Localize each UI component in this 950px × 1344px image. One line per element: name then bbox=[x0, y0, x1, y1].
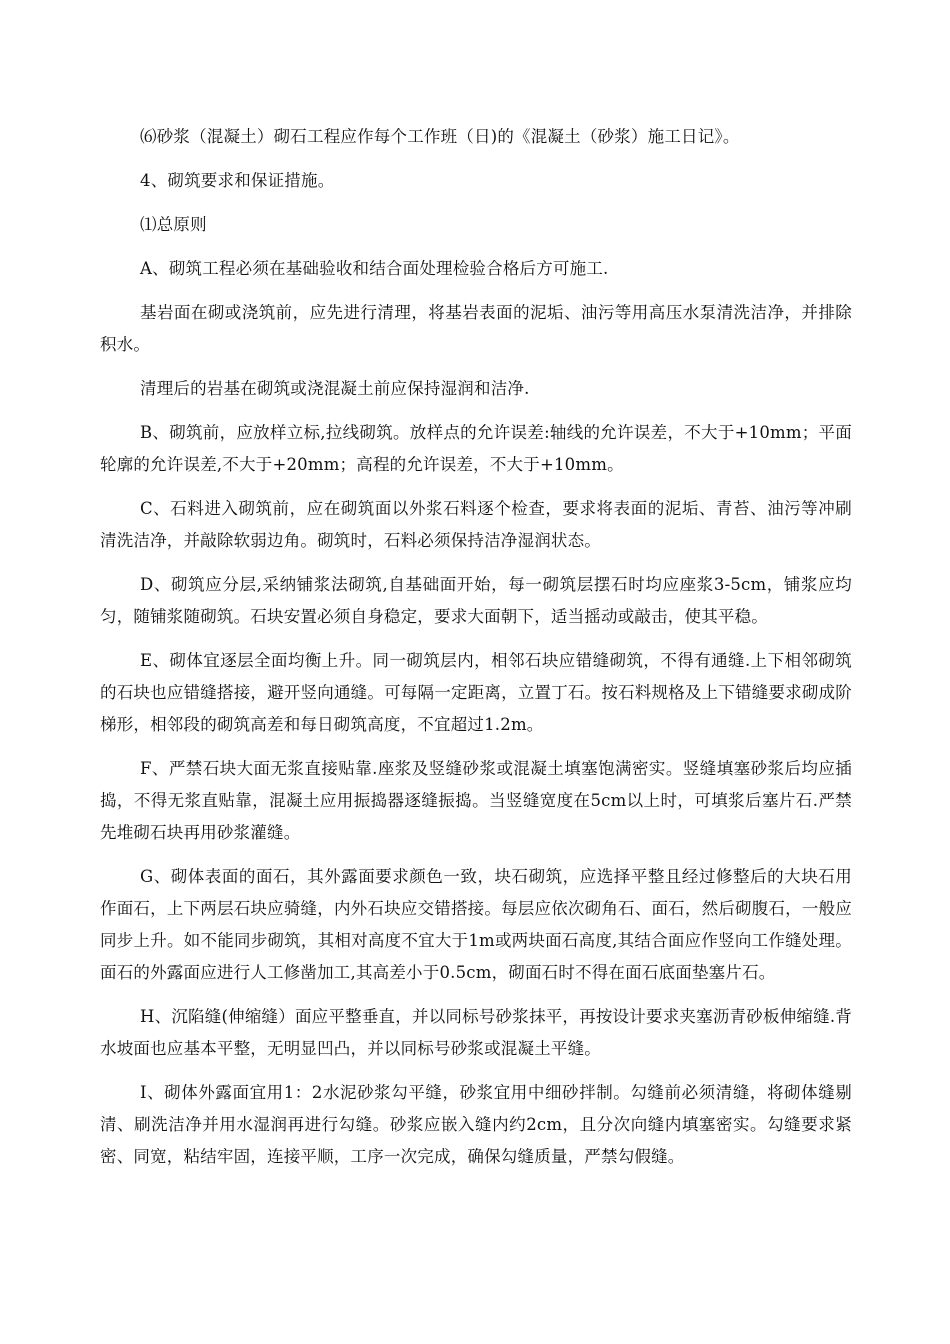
paragraph-item-d: D、砌筑应分层,采纳铺浆法砌筑,自基础面开始，每一砌筑层摆石时均应座浆3-5cm，铺浆应均匀，随铺浆随砌筑。石块安置必须自身稳定，要求大面朝下，适当摇动或敲击，使其平稳。 bbox=[100, 575, 852, 626]
paragraph-item-c: C、石料进入砌筑前，应在砌筑面以外浆石料逐个检查，要求将表面的泥垢、青苔、油污等冲刷清洗洁净，并敲除软弱边角。砌筑时，石料必须保持洁净湿润状态。 bbox=[100, 499, 852, 550]
paragraph-mortar-log: ⑹砂浆（混凝土）砌石工程应作每个工作班（日)的《混凝土（砂浆）施工日记》。 bbox=[140, 127, 740, 146]
paragraph-item-g: G、砌体表面的面石，其外露面要求颜色一致，块石砌筑，应选择平整且经过修整后的大块石用作面石，上下两层石块应骑缝，内外石块应交错搭接。每层应依次砌角石、面石，然后砌腹石，一般应同步上升。如不能同步砌筑，其相对高度不宜大于1m或两块面石高度,其结合面应作竖向工作缝处理。面石的外露面应进行人工修凿加工,其高差小于0.5cm，砌面石时不得在面石底面垫塞片石。 bbox=[100, 867, 852, 982]
paragraph-item-a: A、砌筑工程必须在基础验收和结合面处理检验合格后方可施工. bbox=[140, 259, 609, 278]
paragraph-bedrock-moist: 清理后的岩基在砌筑或浇混凝土前应保持湿润和洁净. bbox=[140, 379, 530, 398]
paragraph-bedrock-cleaning: 基岩面在砌或浇筑前，应先进行清理，将基岩表面的泥垢、油污等用高压水泵清洗洁净，并排除积水。 bbox=[100, 303, 852, 354]
paragraph-item-f: F、严禁石块大面无浆直接贴靠.座浆及竖缝砂浆或混凝土填塞饱满密实。竖缝填塞砂浆后均应插捣，不得无浆直贴靠，混凝土应用振捣器逐缝振捣。当竖缝宽度在5cm以上时，可填浆后塞片石.严禁先堆砌石块再用砂浆灌缝。 bbox=[100, 759, 852, 842]
document-body bbox=[100, 121, 852, 1185]
section-heading-masonry-requirements: 4、砌筑要求和保证措施。 bbox=[140, 171, 335, 190]
paragraph-item-e: E、砌体宜逐层全面均衡上升。同一砌筑层内，相邻石块应错缝砌筑，不得有通缝.上下相邻砌筑的石块也应错缝搭接，避开竖向通缝。可每隔一定距离，立置丁石。按石料规格及上下错缝要求砌成阶梯形，相邻段的砌筑高差和每日砌筑高度，不宜超过1.2m。 bbox=[100, 651, 852, 734]
paragraph-item-b: B、砌筑前，应放样立标,拉线砌筑。放样点的允许误差:轴线的允许误差，不大于+10mm；平面轮廓的允许误差,不大于+20mm；高程的允许误差，不大于+10mm。 bbox=[100, 423, 852, 474]
paragraph-item-h: H、沉陷缝(伸缩缝）面应平整垂直，并以同标号砂浆抹平，再按设计要求夹塞沥青砂板伸缩缝.背水坡面也应基本平整，无明显凹凸，并以同标号砂浆或混凝土平缝。 bbox=[100, 1007, 852, 1058]
subsection-heading-general-principles: ⑴总原则 bbox=[140, 215, 207, 234]
paragraph-item-i: I、砌体外露面宜用1：2水泥砂浆勾平缝，砂浆宜用中细砂拌制。勾缝前必须清缝，将砌体缝剔清、刷洗洁净并用水湿润再进行勾缝。砂浆应嵌入缝内约2cm，且分次向缝内填塞密实。勾缝要求紧密、同宽，粘结牢固，连接平顺，工序一次完成，确保勾缝质量，严禁勾假缝。 bbox=[100, 1083, 852, 1166]
